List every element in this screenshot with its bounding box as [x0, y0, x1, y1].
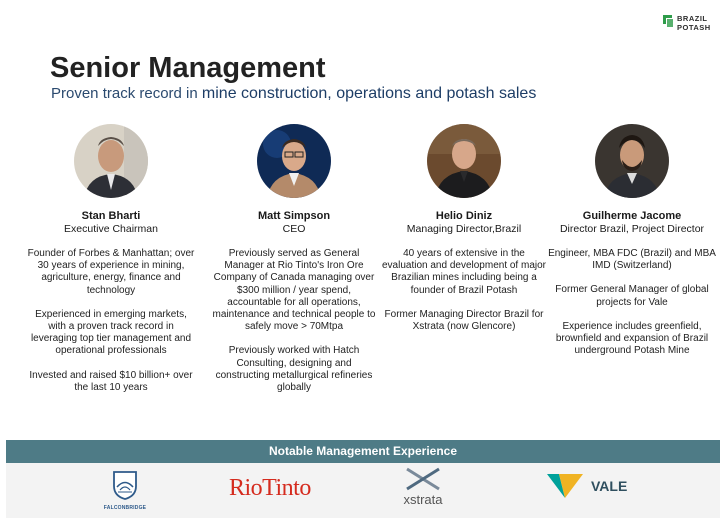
- bio-paragraph: 40 years of extensive in the evaluation and development of major Brazilian mines including being a founder of Brazil Potash: [382, 248, 546, 296]
- person-bio: [379, 248, 549, 333]
- vale-wordmark: VALE: [591, 478, 628, 494]
- person-name: Guilherme Jacome: [582, 210, 682, 222]
- person-card: [379, 124, 549, 345]
- bio-paragraph: Engineer, MBA FDC (Brazil) and MBA IMD (Switzerland): [548, 248, 716, 272]
- bio-paragraph: Experience includes greenfield, brownfield and expansion of Brazil underground Potash Mine: [555, 320, 709, 357]
- person-name: Matt Simpson: [257, 210, 331, 222]
- person-card: [209, 124, 379, 406]
- brand-logo: [662, 14, 711, 32]
- person-role: Managing Director,Brazil: [406, 223, 522, 235]
- riotinto-logo: RioTinto: [229, 475, 311, 501]
- experience-heading: Notable Management Experience: [6, 440, 720, 463]
- xstrata-x-logo: [403, 467, 443, 491]
- avatar: [257, 124, 331, 198]
- vale-logo: [545, 472, 627, 500]
- bio-paragraph: Invested and raised $10 billion+ over the last 10 years: [29, 369, 193, 393]
- xstrata-wordmark: xstrata: [403, 492, 443, 507]
- person-bio: [547, 248, 717, 357]
- brazil-potash-leaf-icon: [662, 14, 674, 28]
- person-card: [26, 124, 196, 406]
- subtitle-accent: mine construction, operations and potash sales: [201, 85, 537, 102]
- person-name: Helio Diniz: [435, 210, 493, 222]
- person-role: Director Brazil, Project Director: [559, 223, 705, 235]
- bio-paragraph: Previously worked with Hatch Consulting, designing and constructing metallurgical refineries globally: [215, 345, 373, 394]
- bio-paragraph: Experienced in emerging markets, with a proven track record in leveraging top tier management and operational professionals: [30, 308, 192, 357]
- person-name: Stan Bharti: [81, 210, 141, 222]
- person-bio: [26, 248, 196, 394]
- bio-paragraph: Previously served as General Manager at Rio Tinto's Iron Ore Company of Canada managing over $300 million / year spend, accountable for all operations, maintenance and technical people to safely move > 70Mtpa: [212, 248, 376, 333]
- person-role: CEO: [282, 223, 306, 235]
- avatar: [595, 124, 669, 198]
- avatar: [427, 124, 501, 198]
- xstrata-logo: [395, 467, 451, 507]
- brand-line2: POTASH: [677, 23, 711, 32]
- page-subtitle: [51, 85, 536, 103]
- vale-v-logo: [545, 472, 585, 500]
- page-title: Senior Management: [50, 52, 326, 84]
- falconbridge-logo: [101, 470, 149, 511]
- person-card: [547, 124, 717, 369]
- brand-line1: BRAZIL: [677, 14, 708, 23]
- subtitle-prefix: Proven track record in: [51, 85, 202, 102]
- person-bio: [209, 248, 379, 394]
- avatar: [74, 124, 148, 198]
- bio-paragraph: Former Managing Director Brazil for Xstrata (now Glencore): [384, 308, 544, 333]
- falconbridge-shield-logo: [112, 470, 138, 500]
- person-role: Executive Chairman: [64, 223, 158, 235]
- falconbridge-wordmark: FALCONBRIDGE: [103, 505, 147, 511]
- bio-paragraph: Former General Manager of global projects for Vale: [555, 284, 709, 308]
- bio-paragraph: Founder of Forbes & Manhattan; over 30 years of experience in mining, agriculture, energy, finance and technology: [27, 248, 195, 296]
